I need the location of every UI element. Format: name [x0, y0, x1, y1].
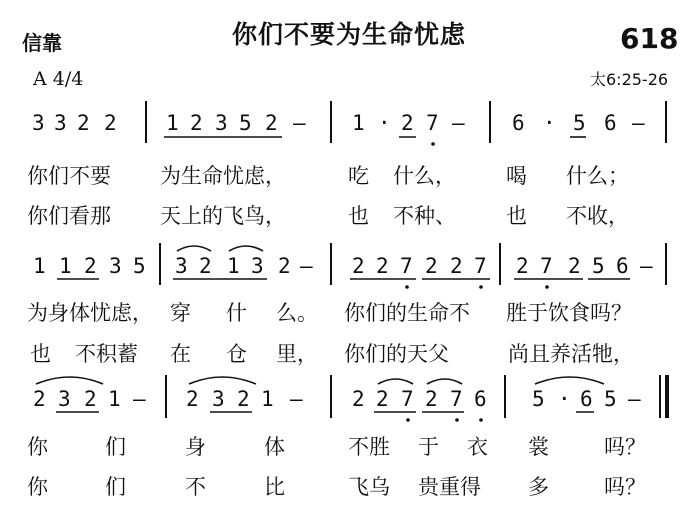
lyric: 穿 — [170, 301, 191, 325]
lyric: 吗？ — [604, 435, 646, 459]
note: · — [378, 111, 391, 135]
lyric: 于 — [418, 435, 439, 459]
lyric: 为身体忧虑， — [27, 301, 153, 325]
note: 7 — [450, 387, 463, 411]
lyric: 不种、 — [393, 204, 456, 228]
lyric: 飞乌 — [348, 475, 390, 499]
note: 1 — [352, 111, 365, 135]
lyric: 你们不要 — [27, 164, 111, 188]
scripture-reference: 太6:25-26 — [590, 70, 669, 89]
note: · — [543, 111, 556, 135]
note: 3 — [58, 387, 71, 411]
note: 2 — [33, 387, 46, 411]
note: 2 — [265, 111, 278, 135]
lyric: 衣 — [467, 435, 488, 459]
lyric: 胜于饮食吗？ — [506, 301, 632, 325]
note: 2 — [568, 254, 581, 278]
note: 7 — [426, 111, 439, 135]
note: 2 — [352, 387, 365, 411]
slur — [189, 377, 256, 384]
octave-dot — [545, 285, 549, 289]
lyric: 么。 — [276, 301, 318, 325]
note: 3 — [109, 254, 122, 278]
lyric: 裳 — [528, 435, 549, 459]
lyric: 里， — [276, 342, 318, 366]
note: — — [293, 111, 306, 135]
note: 2 — [376, 254, 389, 278]
lyric: 你们看那 — [27, 204, 111, 228]
note: 2 — [84, 254, 97, 278]
note: 7 — [401, 387, 414, 411]
octave-dot — [455, 418, 459, 422]
lyric: 不收， — [566, 204, 629, 228]
note: 6 — [512, 111, 525, 135]
note: 3 — [175, 254, 188, 278]
lyric: 们 — [105, 475, 126, 499]
lyric: 你们的生命不 — [344, 301, 470, 325]
lyric: 吗？ — [604, 475, 646, 499]
lyric: 为生命忧虑， — [160, 164, 286, 188]
note: 2 — [84, 387, 97, 411]
lyric: 仓 — [226, 342, 247, 366]
note: 2 — [237, 387, 250, 411]
note: 1 — [261, 387, 274, 411]
lyric: 比 — [264, 475, 285, 499]
note: 2 — [186, 387, 199, 411]
lyric: 你 — [27, 435, 48, 459]
lyric: 体 — [264, 435, 285, 459]
note: 1 — [108, 387, 121, 411]
note: 1 — [227, 254, 240, 278]
note: 2 — [104, 111, 117, 135]
note: 5 — [532, 387, 545, 411]
octave-dot — [479, 285, 483, 289]
note: 6 — [580, 387, 593, 411]
lyric: 什么； — [566, 164, 629, 188]
note: 3 — [251, 254, 264, 278]
note: 2 — [190, 111, 203, 135]
lyric: 也 — [30, 342, 51, 366]
octave-dot — [431, 142, 435, 146]
note: 5 — [239, 111, 252, 135]
note: 2 — [450, 254, 463, 278]
slur — [177, 246, 211, 251]
lyric: 们 — [105, 435, 126, 459]
octave-dot — [479, 418, 483, 422]
lyric: 贵重得 — [418, 475, 481, 499]
note: 2 — [425, 387, 438, 411]
lyric: 也 — [348, 204, 369, 228]
note: 3 — [212, 387, 225, 411]
slur — [427, 379, 462, 384]
note: — — [640, 254, 653, 278]
note: 3 — [32, 111, 45, 135]
note: 2 — [352, 254, 365, 278]
note: 5 — [133, 254, 146, 278]
note: 7 — [400, 254, 413, 278]
note: 2 — [516, 254, 529, 278]
note: 3 — [54, 111, 67, 135]
note: — — [300, 254, 313, 278]
lyric: 什么， — [393, 164, 456, 188]
lyric: 也 — [506, 204, 527, 228]
note: 7 — [540, 254, 553, 278]
note: 5 — [573, 111, 586, 135]
lyric: 在 — [170, 342, 191, 366]
octave-dot — [406, 418, 410, 422]
note: — — [452, 111, 465, 135]
note: — — [290, 387, 303, 411]
note: 1 — [33, 254, 46, 278]
lyric: 你们的天父 — [344, 342, 449, 366]
slur — [229, 246, 263, 251]
note: 3 — [215, 111, 228, 135]
slur — [378, 379, 413, 384]
note: 2 — [278, 254, 291, 278]
note: — — [133, 387, 146, 411]
key-time-signature: A 4/4 — [33, 68, 84, 90]
note: 5 — [592, 254, 605, 278]
lyric: 不胜 — [348, 435, 390, 459]
note: 2 — [77, 111, 90, 135]
note: 7 — [474, 254, 487, 278]
note: 1 — [59, 254, 72, 278]
lyric: 不 — [185, 475, 206, 499]
lyric: 你 — [27, 475, 48, 499]
lyric: 多 — [528, 475, 549, 499]
lyric: 不积蓄 — [75, 342, 138, 366]
note: 2 — [199, 254, 212, 278]
note: 1 — [166, 111, 179, 135]
note: 6 — [474, 387, 487, 411]
category-label: 信靠 — [22, 31, 62, 55]
note: 2 — [425, 254, 438, 278]
slur — [535, 377, 604, 384]
note: — — [628, 387, 641, 411]
hymn-number: 618 — [620, 22, 679, 55]
lyric: 喝 — [506, 164, 527, 188]
note: · — [558, 387, 571, 411]
hymn-title: 你们不要为生命忧虑 — [232, 20, 467, 49]
note: 2 — [401, 111, 414, 135]
lyric: 天上的飞鸟， — [160, 204, 286, 228]
note: 6 — [604, 111, 617, 135]
note: 5 — [604, 387, 617, 411]
lyric: 什 — [226, 301, 247, 325]
note: — — [632, 111, 645, 135]
lyric: 吃 — [348, 164, 369, 188]
note: 6 — [616, 254, 629, 278]
lyric: 身 — [185, 435, 206, 459]
lyric: 尚且养活牠， — [508, 342, 634, 366]
note: 2 — [376, 387, 389, 411]
octave-dot — [405, 285, 409, 289]
slur — [36, 377, 103, 384]
